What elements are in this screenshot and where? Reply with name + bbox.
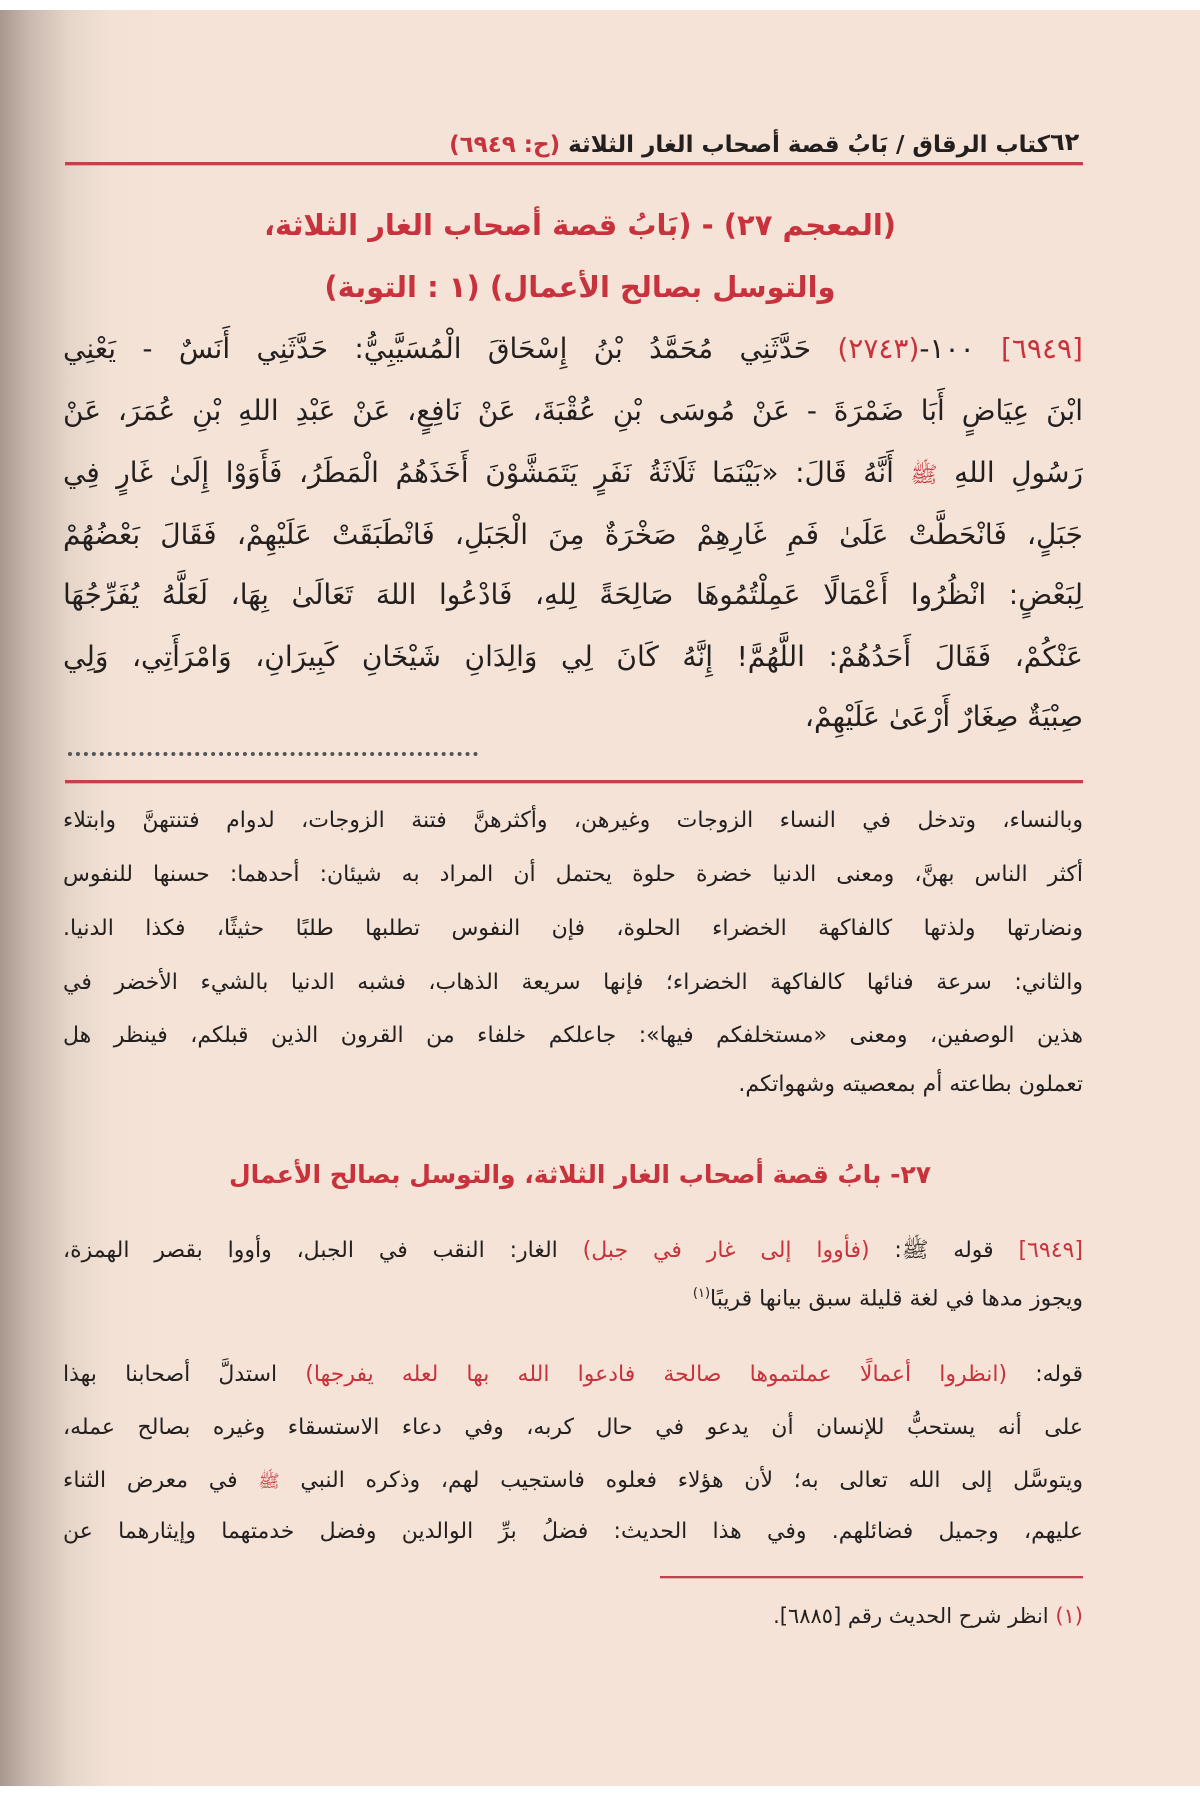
running-title: كتاب الرقاق / بَابُ قصة أصحاب الغار الثلاثة: [568, 132, 1050, 158]
commentary-line: هذين الوصفين، ومعنى «مستخلفكم فيها»: جاعلكم خلفاء من القرون الذين قبلكم، فينظر هل: [63, 1023, 1083, 1048]
section-subheading: ٢٧- بابُ قصة أصحاب الغار الثلاثة، والتوسل بصالح الأعمال: [228, 1160, 932, 1189]
commentary-block2-line3: [63, 1468, 1083, 1496]
commentary-block2-line2: على أنه يستحبُّ للإنسان أن يدعو في حال كربه، وفي دعاء الاستسقاء وغيره بصالح عمله،: [63, 1415, 1083, 1440]
commentary-text: ويتوسَّل إلى الله تعالى به؛ لأن هؤلاء فعلوه فاستجيب لهم، وذكره النبي: [300, 1468, 1084, 1493]
commentary-block1-line1: [63, 1236, 1083, 1268]
commentary-line: تعملون بطاعته أم بمعصيته وشهواتكم.: [738, 1072, 1083, 1097]
hadith-line-5: لِبَعْضٍ: انْظُرُوا أَعْمَالًا عَمِلْتُمُوهَا صَالِحَةً لِلهِ، فَادْعُوا اللهَ تَعَالَىٰ بِهَا، لَعَلَّهُ يُفَرِّجُهَا: [63, 578, 1083, 611]
quoted-phrase: (انظروا أعمالًا عملتموها صالحة فادعوا الله بها لعله يفرجها): [305, 1362, 1008, 1387]
qawluh-label: قوله ﷺ:: [894, 1238, 994, 1263]
salutation-glyph: ﷺ: [258, 1472, 280, 1492]
salutation-glyph: ﷺ: [910, 462, 938, 488]
hadith-line-2: ابْنَ عِيَاضٍ أَبَا ضَمْرَةَ - عَنْ مُوسَى بْنِ عُقْبَةَ، عَنْ نَافِعٍ، عَنْ عَبْدِ اللهِ بْنِ عُمَرَ، عَنْ: [63, 394, 1083, 427]
hadith-line-6: عَنْكُمْ، فَقَالَ أَحَدُهُمْ: اللَّهُمَّ! إِنَّهُ كَانَ لِي وَالِدَانِ شَيْخَانِ كَبِيرَانِ، وَامْرَأَتِي، وَلِي: [63, 640, 1083, 673]
hadith-line-3: [63, 456, 1083, 494]
hadith-number: [٦٩٤٩]: [1000, 332, 1083, 365]
commentary-block1-line2: [63, 1286, 1083, 1311]
commentary-block2-line1: [63, 1362, 1083, 1387]
continuation-dots: [68, 752, 478, 756]
commentary-text: في معرض الثناء: [63, 1468, 238, 1493]
hadith-sub-number: ١٠٠-: [919, 332, 975, 365]
header-rule: [65, 162, 1083, 165]
chapter-heading-line2: والتوسل بصالح الأعمال) (١ : التوبة): [324, 270, 836, 304]
commentary-separator-rule: [65, 780, 1083, 783]
commentary-line: والثاني: سرعة فنائها كالفاكهة الخضراء؛ فإنها سريعة الذهاب، فشبه الدنيا بالشيء الأخضر في: [63, 970, 1083, 995]
hadith-line-7: صِبْيَةٌ صِغَارٌ أَرْعَىٰ عَلَيْهِمْ،: [804, 700, 1083, 733]
page-number: ٦٢: [1050, 128, 1080, 156]
hadith-number: [٦٩٤٩]: [1018, 1238, 1083, 1263]
book-page: [0, 10, 1200, 1786]
hadith-text: أَنَّهُ قَالَ: «بَيْنَمَا ثَلَاثَةُ نَفَرٍ يَتَمَشَّوْنَ أَخَذَهُمُ الْمَطَرُ، فَأَوَوْا إِلَىٰ غَارٍ فِي: [63, 456, 894, 489]
footnote-number: (١): [1055, 1604, 1083, 1628]
commentary-text: ويجوز مدها في لغة قليلة سبق بيانها قريبًا: [710, 1286, 1083, 1312]
running-header: [449, 132, 1050, 158]
commentary-line: وبالنساء، وتدخل في النساء الزوجات وغيرهن، وأكثرهنَّ فتنة الزوجات، لدوام فتنتهنَّ وابتلاء: [63, 808, 1083, 833]
hadith-text: رَسُولِ اللهِ: [954, 456, 1083, 489]
hadith-line-4: جَبَلٍ، فَانْحَطَّتْ عَلَىٰ فَمِ غَارِهِمْ صَخْرَةٌ مِنَ الْجَبَلِ، فَانْطَبَقَتْ عَلَيْهِمْ، فَقَالَ بَعْضُهُمْ: [63, 518, 1083, 551]
hadith-line-1: [63, 332, 1083, 365]
commentary-line: ونضارتها ولذتها كالفاكهة الخضراء الحلوة، فإن النفوس تطلبها طلبًا حثيثًا، فكذا الدنيا.: [63, 916, 1083, 941]
commentary-text: استدلَّ أصحابنا بهذا: [63, 1362, 278, 1387]
footnote-marker[interactable]: (١): [692, 1286, 711, 1301]
hadith-text: حَدَّثَنِي مُحَمَّدُ بْنُ إِسْحَاقَ الْمُسَيَّبِيُّ: حَدَّثَنِي أَنَسٌ - يَعْنِي: [63, 332, 812, 365]
quoted-phrase: (فأووا إلى غار في جبل): [582, 1238, 870, 1263]
hadith-reference: (ح: ٦٩٤٩): [449, 132, 561, 158]
footnote-rule: [660, 1576, 1083, 1578]
commentary-block2-line4: عليهم، وجميل فضائلهم. وفي هذا الحديث: فضلُ برِّ الوالدين وفضل خدمتهما وإيثارهما عن: [63, 1519, 1083, 1544]
commentary-text: الغار: النقب في الجبل، وأووا بقصر الهمزة،: [63, 1238, 558, 1263]
chapter-heading-line1: (المعجم ٢٧) - (بَابُ قصة أصحاب الغار الثلاثة،: [263, 208, 897, 242]
footnote: [773, 1604, 1083, 1628]
muslim-number: (٢٧٤٣): [837, 332, 920, 365]
footnote-text: انظر شرح الحديث رقم [٦٨٨٥].: [773, 1604, 1049, 1628]
qawluh-label: قوله:: [1035, 1362, 1084, 1387]
commentary-line: أكثر الناس بهنَّ، ومعنى الدنيا خضرة حلوة يحتمل أن المراد به شيئان: أحدهما: حسنها للنفوس: [63, 862, 1083, 887]
